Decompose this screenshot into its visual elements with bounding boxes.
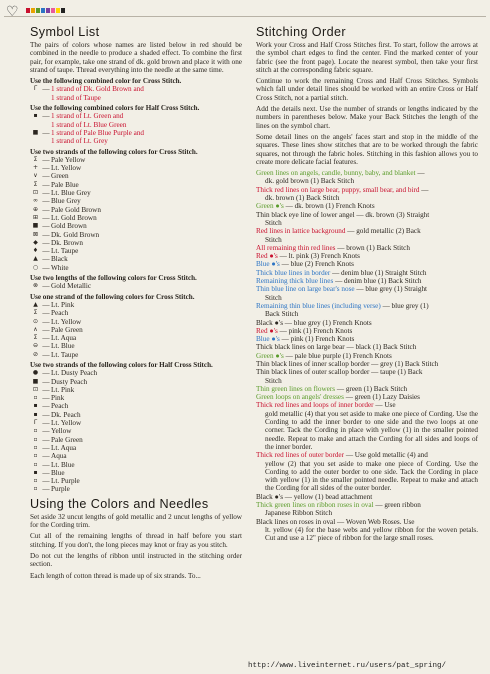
symbol-row: [30, 436, 242, 444]
color-swatch: [36, 8, 40, 13]
symbol-label: Lt. Purple: [51, 477, 80, 486]
symbol-label: 1 strand of Lt. Green and: [51, 112, 124, 121]
symbol-glyph: ⊞: [32, 213, 39, 221]
one-cross-list: [30, 301, 242, 359]
symbol-dash: —: [42, 443, 50, 452]
symbol-dash: —: [42, 460, 50, 469]
symbol-glyph: ●: [32, 369, 39, 377]
symbol-dash: —: [42, 164, 50, 173]
symbol-dash: —: [42, 300, 50, 309]
symbol-row: [30, 342, 242, 350]
symbol-row: [30, 282, 242, 290]
one-cross-heading: Use one strand of the following colors for Cross Stitch.: [30, 292, 195, 301]
instruction-lead: Thick red lines of outer border: [256, 451, 345, 460]
symbol-dash: —: [42, 385, 50, 394]
symbol-dash: —: [42, 230, 50, 239]
symbol-glyph: ■: [32, 128, 39, 136]
symbol-glyph: ▫: [33, 477, 38, 485]
stitching-para-3: Add the details next. Use the number of strands or lengths indicated by the numbers in parentheses below. Make your Back Stitches the length of the lines on the symbol chart.: [256, 105, 478, 130]
instruction-lead: All remaining thin red lines: [256, 243, 336, 252]
symbol-row: [30, 394, 242, 402]
symbol-label: Peach: [51, 402, 69, 411]
instruction-text: —: [415, 169, 425, 178]
instruction-text: Black ●'s — blue grey (1) French Knots: [256, 318, 372, 327]
symbol-glyph: ▫: [33, 394, 38, 402]
symbol-glyph: ⊖: [32, 342, 39, 350]
symbol-glyph: ∞: [33, 197, 38, 205]
color-swatch: [26, 8, 30, 13]
symbol-row: [30, 247, 242, 255]
symbol-label: Pale Gold Brown: [51, 205, 101, 214]
stitch-instruction: [256, 493, 478, 501]
symbol-glyph: ▫: [33, 485, 38, 493]
stitch-instruction: [256, 285, 478, 302]
symbol-glyph: ▲: [33, 300, 38, 308]
symbol-list-title: Symbol List: [30, 25, 100, 39]
left-column: [30, 26, 242, 583]
stitch-instruction: [256, 385, 478, 393]
symbol-label: Lt. Aqua: [51, 443, 77, 452]
heart-icon: ♡: [6, 4, 19, 20]
symbol-dash: —: [42, 189, 50, 198]
instruction-lead: Blue ●'s: [256, 260, 280, 269]
symbol-row: [30, 112, 242, 120]
symbol-label: 1 strand of Pale Blue Purple and: [51, 128, 145, 137]
symbol-dash: —: [42, 205, 50, 214]
symbol-dash: —: [42, 85, 50, 94]
symbol-label: Pale Blue: [51, 180, 79, 189]
instruction-text: — denim blue (1) Back Stitch: [333, 277, 422, 286]
color-swatch: [41, 8, 45, 13]
symbol-label: Dusty Peach: [51, 377, 88, 386]
symbol-row: [30, 85, 242, 93]
stitch-instruction: [256, 352, 478, 360]
symbol-label: Lt. Blue Grey: [51, 189, 91, 198]
symbol-row: [30, 411, 242, 419]
stitch-instruction: [256, 269, 478, 277]
symbol-dash: —: [42, 112, 50, 121]
combined-cross-heading: Use the following combined color for Cross Stitch.: [30, 77, 182, 86]
instruction-text: Black ●'s — yellow (1) bead attachment: [256, 492, 373, 501]
symbol-dash: —: [42, 485, 50, 494]
symbol-dash: —: [42, 452, 50, 461]
symbol-glyph: +: [32, 164, 39, 172]
colors-needles-cut-line: Each length of cotton thread is made up of six strands. To...: [30, 571, 201, 580]
symbol-glyph: ∨: [33, 172, 38, 180]
color-swatch: [51, 8, 55, 13]
symbol-label: Lt. Yellow: [51, 164, 82, 173]
symbol-label: 1 strand of Lt. Grey: [51, 137, 108, 146]
symbol-dash: —: [42, 468, 50, 477]
instruction-lead: Remaining thin blue lines (including verse): [256, 301, 381, 310]
symbol-dash: —: [42, 342, 50, 351]
colors-needles-para-3: Do not cut the lengths of ribbon until instructed in the stitching order section.: [30, 551, 242, 569]
symbol-label: Gold Metallic: [51, 282, 92, 291]
symbol-dash: —: [42, 255, 50, 264]
symbol-dash: —: [42, 180, 50, 189]
symbol-dash: —: [42, 172, 50, 181]
symbol-row: [30, 189, 242, 197]
two-cross-2-list: [30, 282, 242, 290]
instruction-lead: Thick red lines on large bear, puppy, small bear, and bird: [256, 185, 420, 194]
instruction-lead: Thick green lines on ribbon roses in oval: [256, 501, 374, 510]
symbol-label: Lt. Pink: [51, 300, 75, 309]
symbol-row: [30, 255, 242, 263]
symbol-dash: —: [42, 369, 50, 378]
symbol-label: Lt. Gold Brown: [51, 213, 97, 222]
symbol-row: [30, 477, 242, 485]
symbol-glyph: ○: [32, 263, 39, 271]
instruction-continuation: gold metallic (4) that you set aside to make one piece of Cording. Use the Cording to add the inner border to one side and the two loops at one corner. Tack the Cording in place with yellow (1) in the smaller pointed needle. Repeat to make and attach the Cording for all sides and loops of the inner border.: [265, 409, 478, 451]
stitch-instruction: [256, 393, 478, 401]
stitch-instruction: [256, 343, 478, 351]
stitch-instruction: [256, 501, 478, 518]
color-swatch: [56, 8, 60, 13]
two-cross-heading: Use two strands of the following colors for Cross Stitch.: [30, 147, 198, 156]
stitching-instructions: [256, 169, 478, 542]
instruction-lead: Green ●'s: [256, 351, 284, 360]
symbol-row: [30, 264, 242, 272]
symbol-label: Lt. Yellow: [51, 317, 82, 326]
symbol-label: Lt. Yellow: [51, 419, 82, 428]
symbol-label: Dk. Brown: [51, 238, 83, 247]
combined-half-heading: Use the following combined colors for Half Cross Stitch.: [30, 104, 200, 113]
symbol-row: [30, 351, 242, 359]
stitch-instruction: [256, 360, 478, 368]
symbol-glyph: ■: [32, 377, 39, 385]
instruction-lead: Red ●'s: [256, 326, 278, 335]
symbol-glyph: Γ: [33, 419, 38, 427]
symbol-label: Lt. Blue: [51, 342, 75, 351]
colors-needles-para-1: Set aside 32 uncut lengths of gold metallic and 2 uncut lengths of yellow for the Cording trim.: [30, 512, 242, 530]
symbol-row: [30, 164, 242, 172]
instruction-lead: Blue ●'s: [256, 335, 280, 344]
symbol-glyph: ⊕: [32, 205, 39, 213]
symbol-glyph: ▪: [33, 402, 38, 410]
instruction-text: — denim blue (1) Straight Stitch: [330, 268, 427, 277]
symbol-row: [30, 222, 242, 230]
symbol-row: [30, 485, 242, 493]
symbol-label: Lt. Taupe: [51, 247, 79, 256]
colors-needles-title: Using the Colors and Needles: [30, 496, 209, 511]
symbol-label: Purple: [51, 485, 70, 494]
instruction-text: — pale blue purple (1) French Knots: [283, 351, 392, 360]
instruction-text: — brown (1) Back Stitch: [335, 243, 410, 252]
symbol-row: [30, 427, 242, 435]
symbol-glyph: ♦: [32, 247, 39, 255]
symbol-glyph: ⊡: [32, 189, 39, 197]
symbol-dash: —: [42, 309, 50, 318]
symbol-dash: —: [42, 263, 50, 272]
symbol-dash: —: [42, 197, 50, 206]
instruction-lead: Green ●'s: [256, 202, 284, 211]
symbol-dash: —: [42, 247, 50, 256]
symbol-glyph: ◆: [33, 238, 38, 246]
symbol-dash: —: [42, 427, 50, 436]
instruction-text: — green ribbon: [373, 501, 421, 510]
symbol-label: Lt. Pink: [51, 385, 75, 394]
instruction-lead: Remaining thick blue lines: [256, 277, 334, 286]
symbol-row: [30, 369, 242, 377]
symbol-label: Blue: [51, 468, 65, 477]
instruction-text: — green (1) Lazy Daisies: [343, 393, 420, 402]
instruction-text: — Use gold metallic (4) and: [344, 451, 428, 460]
symbol-glyph: ⊡: [32, 385, 39, 393]
stitch-instruction: [256, 211, 478, 228]
symbol-glyph: ▫: [33, 427, 38, 435]
instruction-text: — blue grey (1): [380, 301, 429, 310]
symbol-row: [30, 137, 242, 145]
instruction-lead: Thin blue line on large bear's nose: [256, 285, 355, 294]
symbol-row: [30, 94, 242, 102]
instruction-continuation: yellow (2) that you set aside to make one piece of Cording. Use the Cording to add the outer border to one side. Tack the Cording in place with yellow (1) in the smaller pointed needle. Repeat to make and attach the Cording for all sides of the outer border.: [265, 459, 478, 493]
instruction-lead: Thick red lines and loops of inner border: [256, 401, 374, 410]
symbol-glyph: ■: [32, 222, 39, 230]
instruction-text: — green (1) Back Stitch: [335, 384, 408, 393]
stitching-para-1: Work your Cross and Half Cross Stitches first. To start, follow the arrows at the symbol chart edges to find the center. Find the marked center of your fabric (see the front page). Locate the nearest symbol, then take your first stitch at the corresponding fabric square.: [256, 41, 478, 74]
symbol-dash: —: [42, 317, 50, 326]
two-half-heading: Use two strands of the following colors for Half Cross Stitch.: [30, 360, 213, 369]
symbol-row: [30, 334, 242, 342]
symbol-row: [30, 129, 242, 137]
symbol-row: [30, 326, 242, 334]
symbol-dash: —: [42, 325, 50, 334]
symbol-label: Pale Yellow: [51, 155, 86, 164]
symbol-dash: —: [42, 334, 50, 343]
stitch-instruction: [256, 335, 478, 343]
stitch-instruction: [256, 518, 478, 543]
symbol-label: 1 strand of Taupe: [51, 93, 101, 102]
symbol-row: [30, 156, 242, 164]
symbol-row: [30, 214, 242, 222]
symbol-row: [30, 301, 242, 309]
symbol-glyph: ▪: [33, 112, 38, 120]
instruction-text: Thin black eye line of lower angel — dk. brown (3) Straight: [256, 210, 430, 219]
symbol-dash: —: [42, 419, 50, 428]
instruction-text: — pink (1) French Knots: [277, 326, 353, 335]
watermark-url: http://www.liveinternet.ru/users/pat_spring/: [248, 662, 447, 670]
instruction-text: — gold metallic (2) Back: [345, 227, 421, 236]
symbol-label: Dk. Peach: [51, 410, 81, 419]
instruction-text: — lt. pink (3) French Knots: [277, 252, 360, 261]
stitch-instruction: [256, 451, 478, 492]
instruction-text: — Use: [373, 401, 396, 410]
symbol-dash: —: [42, 213, 50, 222]
symbol-label: Pale Green: [51, 435, 83, 444]
instruction-text: —: [419, 185, 429, 194]
symbol-dash: —: [42, 377, 50, 386]
symbol-label: Yellow: [51, 427, 72, 436]
instruction-lead: Green loops on angels' dresses: [256, 393, 344, 402]
stitching-para-2: Continue to work the remaining Cross and Half Cross Stitches. Symbols which fall under detail lines should be worked with an entire Cross or Half Cross Stitch, not a partial stitch.: [256, 77, 478, 102]
right-column: [256, 26, 478, 543]
combined-cross-list: [30, 85, 242, 102]
symbol-row: [30, 239, 242, 247]
symbol-row: [30, 419, 242, 427]
symbol-glyph: Γ: [33, 85, 38, 93]
symbol-glyph: ⊠: [32, 230, 39, 238]
color-swatch: [61, 8, 65, 13]
symbol-label: Peach: [51, 309, 69, 318]
stitch-instruction: [256, 186, 478, 203]
instruction-lead: Green lines on angels, candle, bunny, baby, and blanket: [256, 169, 416, 178]
header-rule: [4, 16, 486, 17]
stitch-instruction: [256, 401, 478, 451]
symbol-label: 1 strand of Lt. Blue Green: [51, 120, 127, 129]
instruction-continuation: lt. yellow (4) for the base webs and yellow ribbon for the woven petals. Cut and use a 12" piece of ribbon for the large small roses.: [265, 525, 478, 543]
instruction-continuation: Japanese Ribbon Stitch: [265, 509, 333, 518]
symbol-glyph: ▪: [33, 468, 38, 476]
symbol-row: [30, 444, 242, 452]
symbol-dash: —: [42, 477, 50, 486]
symbol-dash: —: [42, 282, 50, 291]
stitch-instruction: [256, 327, 478, 335]
symbol-label: Dk. Gold Brown: [51, 230, 100, 239]
symbol-dash: —: [42, 402, 50, 411]
instruction-text: Thin black lines of inner scallop border — grey (1) Back Stitch: [256, 359, 439, 368]
symbol-glyph: Σ: [33, 309, 38, 317]
symbol-glyph: ▫: [33, 443, 38, 451]
symbol-glyph: ∧: [33, 325, 38, 333]
two-cross-list: [30, 156, 242, 272]
symbol-label: Lt. Taupe: [51, 350, 79, 359]
symbol-row: [30, 402, 242, 410]
symbol-label: Gold Brown: [51, 222, 87, 231]
symbol-glyph: ⊘: [32, 350, 39, 358]
symbol-row: [30, 206, 242, 214]
symbol-label: Pink: [51, 394, 65, 403]
symbol-row: [30, 378, 242, 386]
instruction-text: — blue (2) French Knots: [279, 260, 354, 269]
instruction-continuation: Stitch: [265, 376, 282, 385]
symbol-row: [30, 461, 242, 469]
symbol-glyph: Σ: [33, 180, 38, 188]
instruction-continuation: dk. brown (1) Back Stitch: [265, 194, 340, 203]
instruction-lead: Thick blue lines in border: [256, 268, 331, 277]
symbol-glyph: ▫: [33, 452, 38, 460]
two-cross-2-heading: Use two lengths of the following colors for Cross Stitch.: [30, 274, 197, 283]
symbol-row: [30, 309, 242, 317]
stitch-instruction: [256, 260, 478, 268]
symbol-row: [30, 318, 242, 326]
symbol-label: 1 strand of Dk. Gold Brown and: [51, 85, 144, 94]
instruction-continuation: Back Stitch: [265, 310, 299, 319]
stitching-order-title: Stitching Order: [256, 25, 346, 39]
symbol-row: [30, 469, 242, 477]
instruction-text: — blue grey (1) Straight: [354, 285, 428, 294]
instruction-text: — pink (1) French Knots: [279, 335, 355, 344]
symbol-label: Pale Green: [51, 325, 83, 334]
symbol-dash: —: [42, 410, 50, 419]
symbol-glyph: Σ: [33, 155, 38, 163]
instruction-text: Thick black lines on large bear — black (1) Back Stitch: [256, 343, 417, 352]
symbol-dash: —: [42, 222, 50, 231]
symbol-glyph: ▫: [33, 435, 38, 443]
symbol-label: Lt. Dusty Peach: [51, 369, 98, 378]
symbol-label: Black: [51, 255, 68, 264]
symbol-row: [30, 181, 242, 189]
symbol-dash: —: [42, 155, 50, 164]
instruction-lead: Thin green lines on flowers: [256, 384, 336, 393]
symbol-row: [30, 231, 242, 239]
instruction-continuation: Stitch: [265, 235, 282, 244]
symbol-dash: —: [42, 238, 50, 247]
instruction-continuation: Stitch: [265, 293, 282, 302]
symbol-label: Lt. Aqua: [51, 334, 77, 343]
combined-half-list: [30, 112, 242, 145]
instruction-continuation: dk. gold brown (1) Back Stitch: [265, 177, 355, 186]
symbol-dash: —: [42, 350, 50, 359]
stitch-instruction: [256, 169, 478, 186]
symbol-glyph: Σ: [33, 334, 38, 342]
symbol-row: [30, 172, 242, 180]
colors-needles-para-2: Cut all of the remaining lengths of thread in half before you start stitching. If you don't, the long pieces may knot or fray as you stitch.: [30, 532, 242, 549]
symbol-label: White: [51, 263, 69, 272]
symbol-glyph: ⊙: [32, 317, 39, 325]
instruction-lead: Red lines in lattice background: [256, 227, 346, 236]
stitch-instruction: [256, 244, 478, 252]
symbol-glyph: ▪: [33, 410, 38, 418]
color-swatch: [31, 8, 35, 13]
symbol-dash: —: [42, 128, 50, 137]
symbol-glyph: ▲: [33, 255, 38, 263]
stitch-instruction: [256, 302, 478, 319]
symbol-dash: —: [42, 435, 50, 444]
symbol-label: Green: [51, 172, 69, 181]
stitch-instruction: [256, 277, 478, 285]
symbol-row: [30, 386, 242, 394]
symbol-row: [30, 121, 242, 129]
symbol-label: Lt. Blue: [51, 460, 75, 469]
color-swatch: [46, 8, 50, 13]
symbol-dash: —: [42, 394, 50, 403]
symbol-glyph: ⊗: [32, 282, 39, 290]
stitch-instruction: [256, 227, 478, 244]
instruction-continuation: Stitch: [265, 218, 282, 227]
symbol-list-intro: The pairs of colors whose names are listed below in red should be combined in the needle to produce a shaded effect. To combine the first pair, for example, take one strand of dk. gold brown and place it with one strand of taupe. Thread everything into the needle at the same time.: [30, 41, 242, 74]
instruction-text: Black lines on roses in oval — Woven Web Roses. Use: [256, 517, 415, 526]
symbol-label: Blue Grey: [51, 197, 81, 206]
stitch-instruction: [256, 319, 478, 327]
stitch-instruction: [256, 368, 478, 385]
symbol-row: [30, 452, 242, 460]
instruction-text: Thin black lines of outer scallop border — taupe (1) Back: [256, 368, 423, 377]
symbol-label: Aqua: [51, 452, 67, 461]
instruction-text: — dk. brown (1) French Knots: [283, 202, 375, 211]
symbol-row: [30, 197, 242, 205]
stitching-para-4: Some detail lines on the angels' faces start and stop in the middle of the squares. These lines show stitches that are to be worked through the fabric squares, not through the fabric holes. Stitching in this fashion allows you to create more delicate facial features.: [256, 132, 478, 166]
instruction-lead: Red ●'s: [256, 252, 278, 261]
stitch-instruction: [256, 252, 478, 260]
stitch-instruction: [256, 202, 478, 210]
color-swatch-strip: [26, 8, 65, 13]
two-half-list: [30, 369, 242, 493]
symbol-glyph: ▫: [33, 460, 38, 468]
